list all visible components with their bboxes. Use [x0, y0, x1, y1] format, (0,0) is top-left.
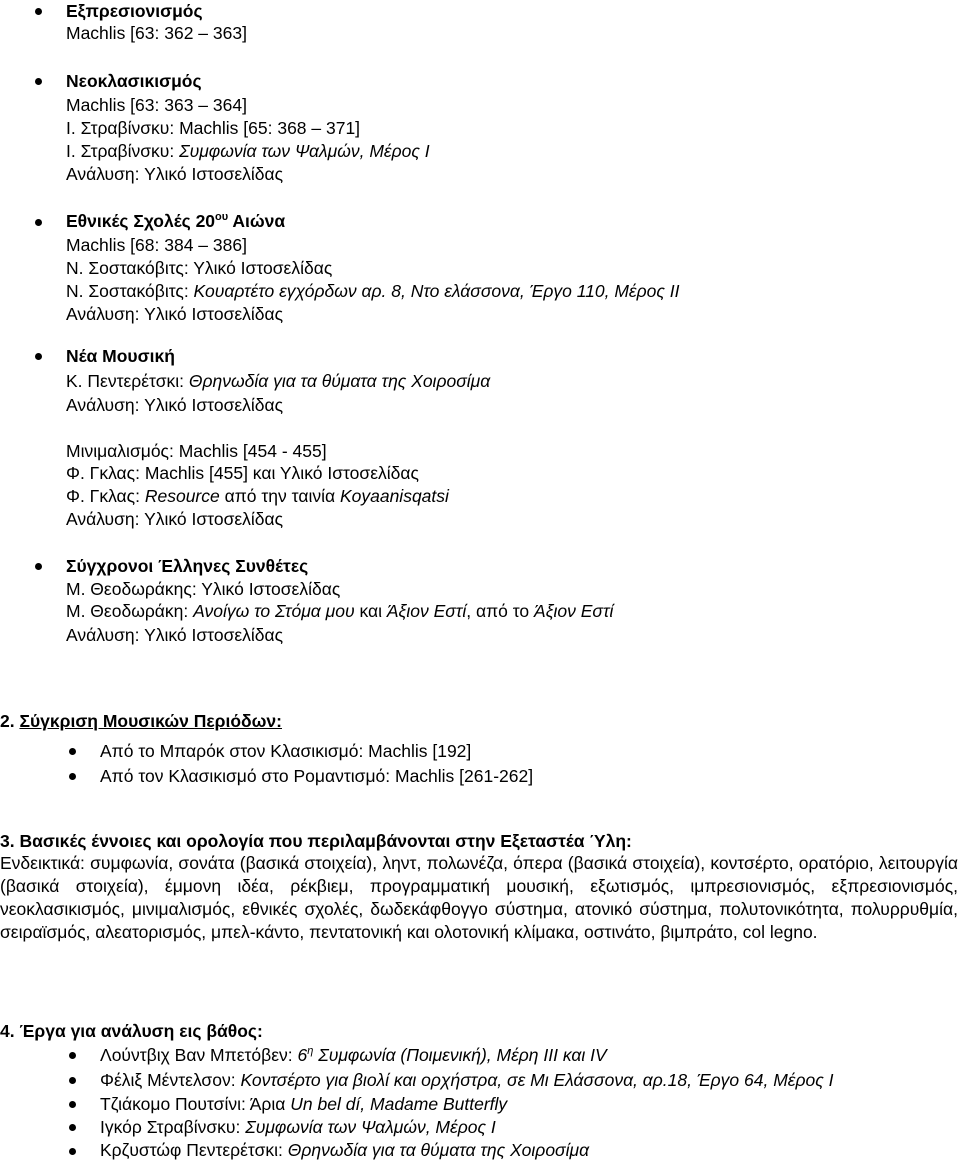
line-text: Ν. Σοστακόβιτς: [66, 281, 194, 301]
work-number: 6 [297, 1045, 308, 1065]
composer: Λούντβιχ Βαν Μπετόβεν: [100, 1045, 298, 1065]
group-line: Ανάλυση: Υλικό Ιστοσελίδας [66, 304, 284, 324]
film-title: Koyaanisqatsi [339, 486, 449, 506]
group-line: Machlis [68: 384 – 386] [66, 235, 247, 255]
bullet-icon [35, 563, 42, 570]
group-line: Ανάλυση: Υλικό Ιστοσελίδας [66, 164, 284, 184]
work-title: Θρηνωδία για τα θύματα της Χοιροσίμα [287, 1140, 590, 1160]
bullet-icon [69, 773, 76, 780]
composer: Τζιάκομο Πουτσίνι: Άρια [100, 1094, 291, 1114]
group-line [66, 140, 430, 162]
bullet-icon [69, 1052, 76, 1059]
list-item [100, 1044, 607, 1066]
group-line: Machlis [63: 363 – 364] [66, 95, 247, 115]
section-number: 2. [0, 711, 20, 731]
section-2-heading [0, 710, 282, 732]
group-line [66, 600, 613, 622]
composer: Ιγκόρ Στραβίνσκυ: [100, 1117, 246, 1137]
section-4-heading: 4. Έργα για ανάλυση εις βάθος: [0, 1021, 263, 1041]
group-title-expressionism: Εξπρεσιονισμός [66, 1, 203, 21]
bullet-icon [69, 1101, 76, 1108]
group-line: Ανάλυση: Υλικό Ιστοσελίδας [66, 625, 284, 645]
list-item [100, 1116, 496, 1138]
ordinal-suffix: η [307, 1045, 314, 1057]
bullet-icon [69, 1124, 76, 1131]
bullet-icon [35, 353, 42, 360]
bullet-icon [35, 8, 42, 15]
line-text: Ι. Στραβίνσκυ: [66, 141, 180, 161]
composer: Φέλιξ Μέντελσον: [100, 1070, 241, 1090]
work-title: Ανοίγω το Στόμα μου [193, 601, 355, 621]
group-line: Machlis [63: 362 – 363] [66, 23, 247, 43]
line-text: , από το [466, 601, 535, 621]
group-title-neoclassicism: Νεοκλασικισμός [66, 71, 202, 91]
work-title: Άξιον Εστί [386, 601, 467, 621]
group-line: Ι. Στραβίνσκυ: Machlis [65: 368 – 371] [66, 118, 361, 138]
line-text: από την ταινία [219, 486, 340, 506]
group-line: Φ. Γκλας: Machlis [455] και Υλικό Ιστοσελίδας [66, 463, 419, 483]
work-title: Συμφωνία των Ψαλμών, Μέρος Ι [245, 1117, 496, 1137]
work-title: Resource [144, 486, 220, 506]
group-line: Ν. Σοστακόβιτς: Υλικό Ιστοσελίδας [66, 258, 333, 278]
work-title: Θρηνωδία για τα θύματα της Χοιροσίμα [188, 371, 491, 391]
list-item [100, 1093, 507, 1115]
list-item [100, 1069, 833, 1091]
bullet-icon [69, 1077, 76, 1084]
line-text: Φ. Γκλας: [66, 486, 145, 506]
group-title-national-schools [66, 210, 285, 232]
group-line: Ανάλυση: Υλικό Ιστοσελίδας [66, 509, 284, 529]
work-title: Άξιον Εστί [534, 601, 614, 621]
group-line [66, 485, 449, 507]
list-item [100, 1139, 589, 1161]
group-line: Μινιμαλισμός: Machlis [454 - 455] [66, 441, 327, 461]
group-title-new-music: Νέα Μουσική [66, 346, 175, 366]
group-line [66, 280, 679, 302]
line-text: Μ. Θεοδωράκη: [66, 601, 194, 621]
bullet-icon [69, 748, 76, 755]
group-line: Μ. Θεοδωράκης: Υλικό Ιστοσελίδας [66, 579, 341, 599]
title-text: Αιώνα [228, 211, 286, 231]
bullet-icon [69, 1148, 76, 1155]
work-title: Συμφωνία (Ποιμενική), Μέρη ΙΙΙ και ΙV [313, 1045, 607, 1065]
group-title-greek-composers: Σύγχρονοι Έλληνες Συνθέτες [66, 556, 309, 576]
list-item: Από το Μπαρόκ στον Κλασικισμό: Machlis [192] [100, 741, 472, 761]
work-title: Κουαρτέτο εγχόρδων αρ. 8, Ντο ελάσσονα, Έργο 110, Μέρος ΙΙ [193, 281, 680, 301]
line-text: και [354, 601, 387, 621]
title-text: Εθνικές Σχολές 20 [66, 211, 216, 231]
bullet-icon [35, 219, 42, 226]
work-title: Συμφωνία των Ψαλμών, Μέρος Ι [179, 141, 430, 161]
group-line: Ανάλυση: Υλικό Ιστοσελίδας [66, 395, 284, 415]
bullet-icon [35, 78, 42, 85]
group-line [66, 370, 490, 392]
section-3-heading: 3. Βασικές έννοιες και ορολογία που περιλαμβάνονται στην Εξεταστέα Ύλη: [0, 831, 632, 851]
composer: Κρζυστώφ Πεντερέτσκι: [100, 1140, 288, 1160]
section-title: Σύγκριση Μουσικών Περιόδων: [19, 711, 282, 731]
list-item: Από τον Κλασικισμό στο Ρομαντισμό: Machlis [261-262] [100, 766, 534, 786]
terms-paragraph: Ενδεικτικά: συμφωνία, σονάτα (βασικά στοιχεία), ληντ, πολωνέζα, όπερα (βασικά στοιχεία), κοντσέρτο, ορατόριο, λειτουργία (βασικά στοιχεία), έμμονη ιδέα, ρέκβιεμ, προγραμματική μουσική, εξωτισμός, ιμπρεσιονισμός, εξπρεσιονισμός, νεοκλασικισμός, μινιμαλισμός, εθνικές σχολές, δωδεκάφθογγο σύστημα, ατονικό σύστημα, πολυτονικότητα, πολυρρυθμία, σειραϊσμός, αλεατορισμός, μπελ-κάντο, πεντατονική και ολοτονική κλίμακα, οστινάτο, βιμπράτο, col legno. [0, 853, 958, 942]
line-text: Κ. Πεντερέτσκι: [66, 371, 189, 391]
work-title: Un bel dí, Madame Butterfly [290, 1094, 508, 1114]
work-title: Κοντσέρτο για βιολί και ορχήστρα, σε Μι Ελάσσονα, αρ.18, Έργο 64, Μέρος Ι [240, 1070, 834, 1090]
title-superscript: ου [215, 211, 229, 223]
